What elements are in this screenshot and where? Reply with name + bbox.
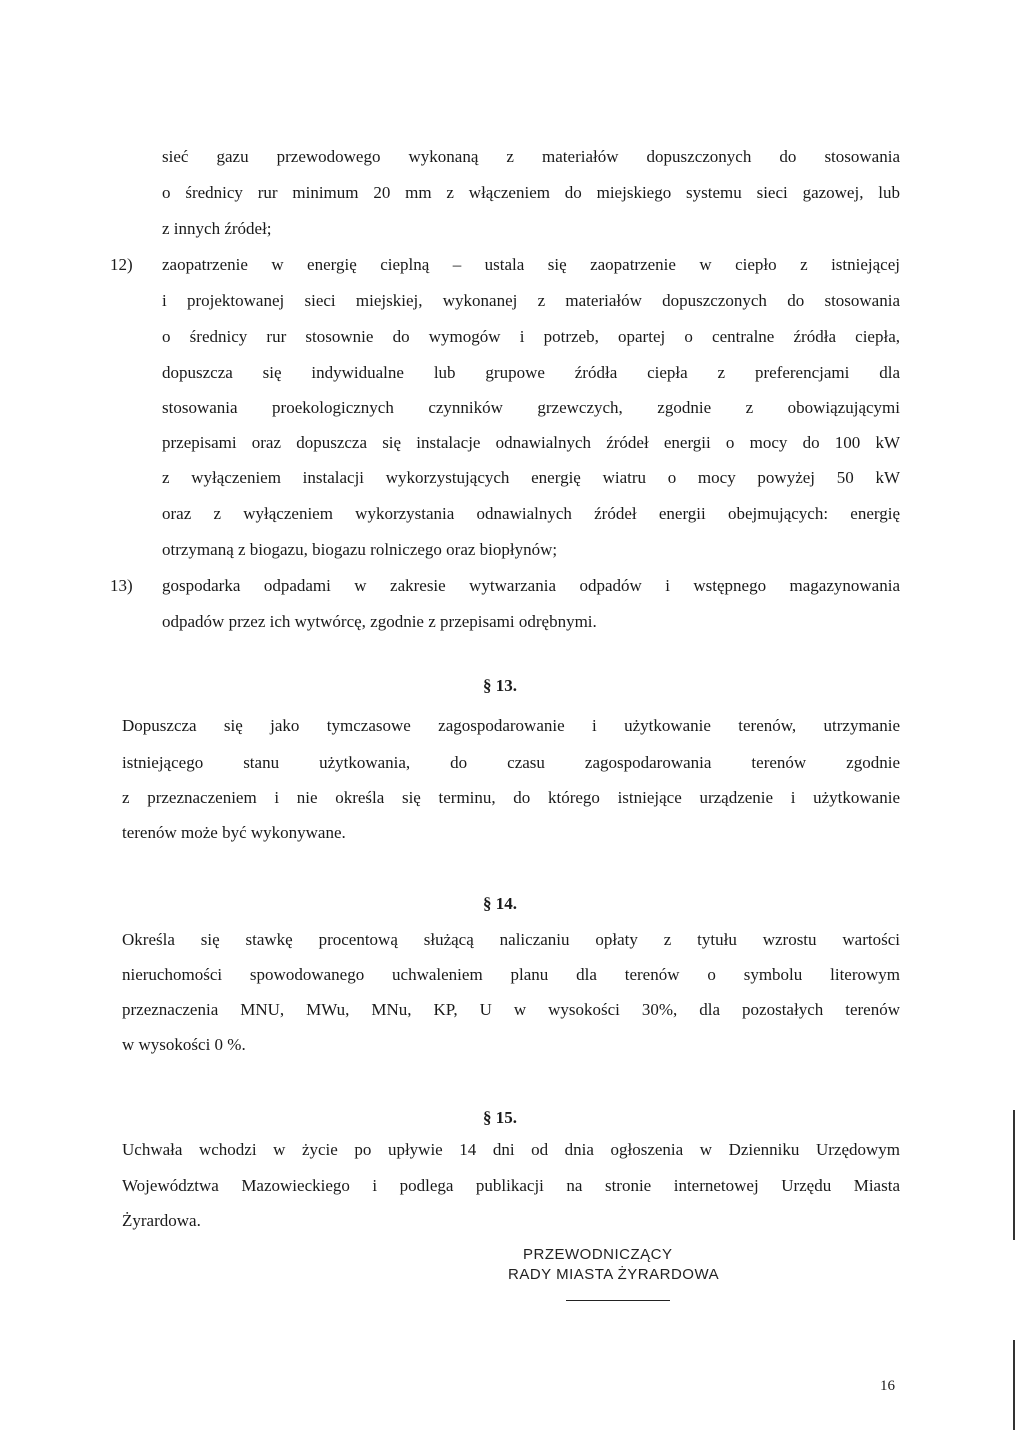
text-line: zaopatrzenie w energię cieplną – ustala się zaopatrzenie w ciepło z istniejącej [162,255,900,274]
text-line: Uchwała wchodzi w życie po upływie 14 dni od dnia ogłoszenia w Dzienniku Urzędowym [122,1140,900,1159]
text-line: o średnicy rur minimum 20 mm z włączeniem do miejskiego systemu sieci gazowej, lub [162,183,900,202]
text-line: przeznaczenia MNU, MWu, MNu, KP, U w wysokości 30%, dla pozostałych terenów [122,1000,900,1019]
text-line: gospodarka odpadami w zakresie wytwarzania odpadów i wstępnego magazynowania [162,576,900,595]
text-line: odpadów przez ich wytwórcę, zgodnie z przepisami odrębnymi. [162,612,597,631]
section-heading: § 13. [483,676,517,695]
section-heading: § 14. [483,894,517,913]
scan-edge-mark [1013,1110,1015,1240]
text-line: otrzymaną z biogazu, biogazu rolniczego oraz biopłynów; [162,540,558,559]
text-line: z wyłączeniem instalacji wykorzystujących energię wiatru o mocy powyżej 50 kW [162,468,900,487]
text-line: terenów może być wykonywane. [122,823,346,842]
item-number: 12) [110,255,133,274]
page-number: 16 [880,1378,895,1394]
text-line: Dopuszcza się jako tymczasowe zagospodarowanie i użytkowanie terenów, utrzymanie [122,716,900,735]
text-line: Województwa Mazowieckiego i podlega publikacji na stronie internetowej Urzędu Miasta [122,1176,900,1195]
item-number: 13) [110,576,133,595]
section-heading: § 15. [483,1108,517,1127]
text-line: w wysokości 0 %. [122,1035,246,1054]
text-line: Określa się stawkę procentową służącą naliczaniu opłaty z tytułu wzrostu wartości [122,930,900,949]
signature-line [566,1300,670,1301]
text-line: z innych źródeł; [162,219,272,238]
text-line: nieruchomości spowodowanego uchwaleniem planu dla terenów o symbolu literowym [122,965,900,984]
scan-edge-mark [1013,1340,1015,1430]
text-line: oraz z wyłączeniem wykorzystania odnawialnych źródeł energii obejmujących: energię [162,504,900,523]
stamp-title: PRZEWODNICZĄCY [523,1246,673,1263]
text-line: dopuszcza się indywidualne lub grupowe źródła ciepła z preferencjami dla [162,363,900,382]
text-line: z przeznaczeniem i nie określa się terminu, do którego istniejące urządzenie i użytkowanie [122,788,900,807]
text-line: Żyrardowa. [122,1211,201,1230]
text-line: stosowania proekologicznych czynników grzewczych, zgodnie z obowiązującymi [162,398,900,417]
stamp-subtitle: RADY MIASTA ŻYRARDOWA [508,1266,720,1283]
text-line: przepisami oraz dopuszcza się instalacje odnawialnych źródeł energii o mocy do 100 kW [162,433,900,452]
text-line: o średnicy rur stosownie do wymogów i potrzeb, opartej o centralne źródła ciepła, [162,327,900,346]
text-line: i projektowanej sieci miejskiej, wykonanej z materiałów dopuszczonych do stosowania [162,291,900,310]
text-line: istniejącego stanu użytkowania, do czasu zagospodarowania terenów zgodnie [122,753,900,772]
text-line: sieć gazu przewodowego wykonaną z materiałów dopuszczonych do stosowania [162,147,900,166]
